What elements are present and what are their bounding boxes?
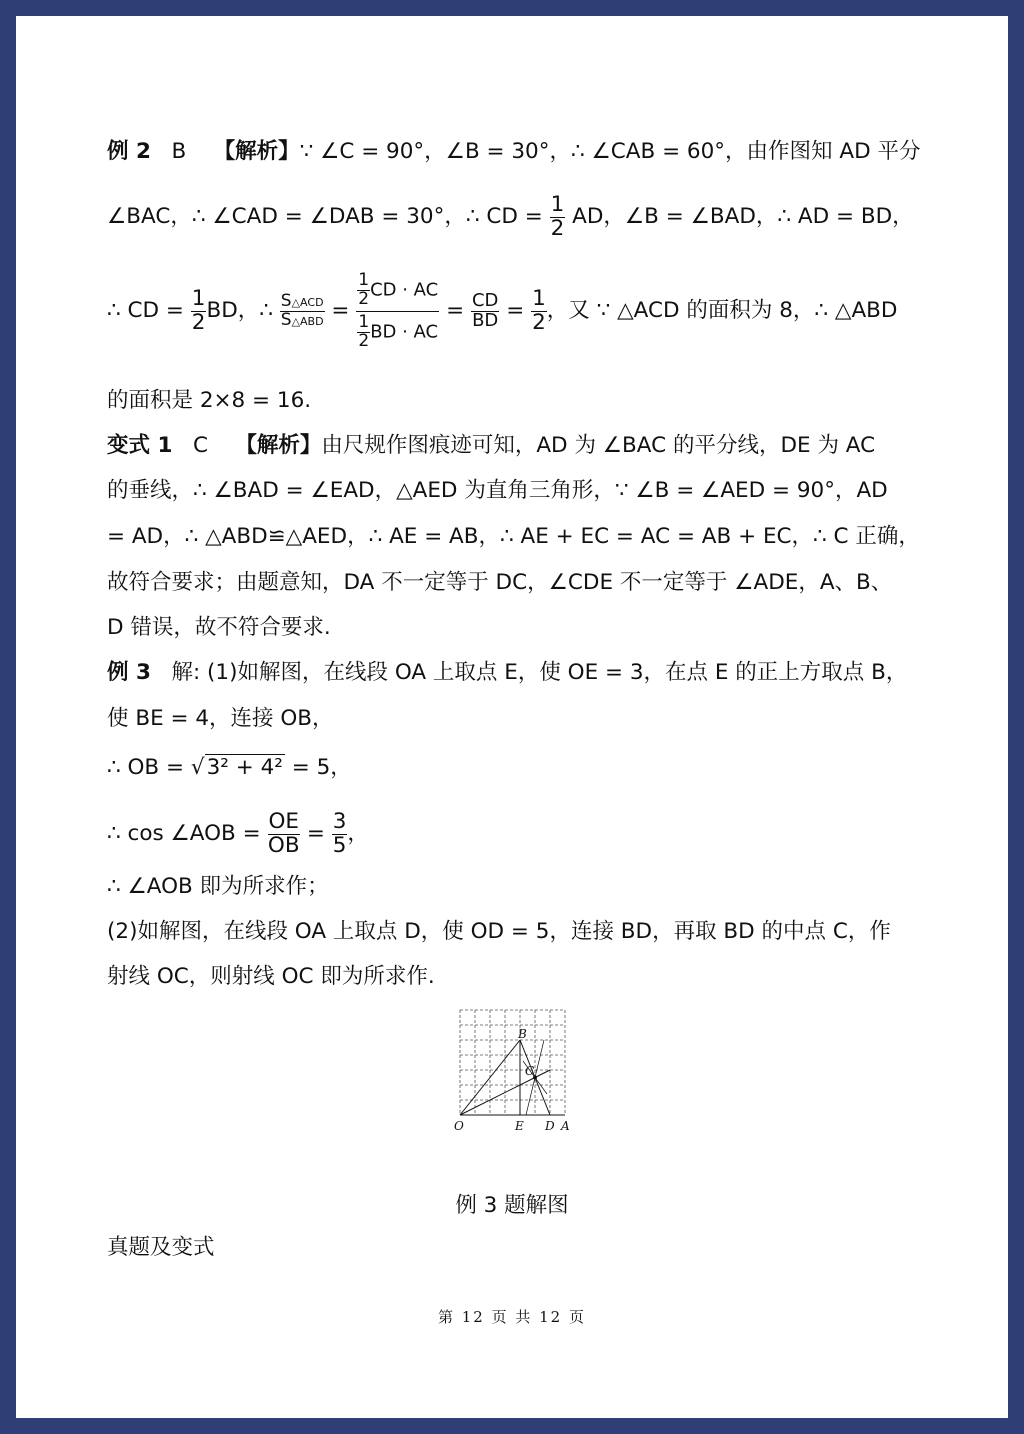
sqrt-radicand: 3² + 4²	[206, 755, 283, 780]
area-ratio-fraction: $\frac{\text{S△ACD}}{\text{S△ABD}}$	[280, 290, 324, 330]
label-E: E	[515, 1119, 524, 1133]
fraction-half: $\frac{1}{2}$	[550, 192, 565, 241]
line-2: ∠BAC，∴ ∠CAD = ∠DAB = 30°，∴ CD = $\frac{1}{2}$ AD，∠B = ∠BAD，∴ AD = BD，	[107, 192, 914, 241]
line-11: 使 BE = 4，连接 OB，	[107, 706, 334, 731]
line-9: D 错误，故不符合要求.	[107, 615, 331, 640]
line-1: 例 2 B 【解析】∵ ∠C = 90°，∠B = 30°，∴ ∠CAB = 60°，由作图知 AD 平分	[107, 139, 921, 164]
line-12: ∴ OB = √3² + 4² = 5，	[107, 755, 352, 780]
label-D: D	[545, 1119, 555, 1133]
line-16: 射线 OC，则射线 OC 即为所求作.	[107, 964, 435, 989]
document-page	[16, 16, 1008, 1418]
grid-figure-svg	[448, 1006, 598, 1136]
cos-fraction: $\frac{OE}{OB}$	[267, 809, 300, 858]
figure-caption: 例 3 题解图	[455, 1193, 569, 1218]
line-6: 的垂线，∴ ∠BAD = ∠EAD，△AED 为直角三角形，∵ ∠B = ∠AED = 90°，AD	[107, 478, 888, 503]
fraction-half: $\frac{1}{2}$	[191, 286, 206, 335]
value-fraction: $\frac{3}{5}$	[332, 809, 347, 858]
line-14: ∴ ∠AOB 即为所求作；	[107, 874, 329, 899]
line-15: (2)如解图，在线段 OA 上取点 D，使 OD = 5，连接 BD，再取 BD 的中点 C，作	[107, 919, 891, 944]
line-5: 变式 1 C 【解析】由尺规作图痕迹可知，AD 为 ∠BAC 的平分线，DE 为 AC	[107, 433, 876, 458]
grid-lines	[460, 1010, 565, 1115]
line-3: ∴ CD = $\frac{1}{2}$ BD，∴ $\frac{\text{S△ACD}}{\text{S△ABD}}$ = $\frac{1}{2}$ CD · AC $\frac{1}{2}$ BD · AC = $\frac{CD}{BD}$ = $\frac{1}{2}$ ，又 ∵ △ACD 的面积为 8，∴ △ABD	[107, 270, 898, 351]
section-heading: 真题及变式	[107, 1235, 215, 1260]
label-A: A	[561, 1119, 570, 1133]
line-4: 的面积是 2×8 = 16.	[107, 388, 312, 413]
area-formula-fraction: $\frac{1}{2}$ CD · AC $\frac{1}{2}$ BD · AC	[358, 270, 439, 351]
line-8: 故符合要求；由题意知，DA 不一定等于 DC，∠CDE 不一定等于 ∠ADE，A、B、	[107, 570, 893, 595]
construction-lines	[460, 1040, 565, 1115]
line-10: 例 3 解: (1)如解图，在线段 OA 上取点 E，使 OE = 3，在点 E 的正上方取点 B，	[107, 660, 908, 685]
label-O: O	[454, 1119, 464, 1133]
ratio-half: $\frac{1}{2}$	[532, 286, 546, 335]
line-7: = AD，∴ △ABD≌△AED，∴ AE = AB，∴ AE + EC = AC = AB + EC，∴ C 正确，	[107, 524, 920, 549]
solution-figure	[448, 1006, 598, 1140]
label-C: C	[525, 1064, 535, 1078]
label-B: B	[518, 1027, 527, 1041]
cd-bd-fraction: $\frac{CD}{BD}$	[471, 289, 499, 331]
page-footer: 第 12 页 共 12 页	[437, 1308, 586, 1326]
line-13: ∴ cos ∠AOB = $\frac{OE}{OB}$ = $\frac{3}{5}$ ，	[107, 809, 369, 858]
